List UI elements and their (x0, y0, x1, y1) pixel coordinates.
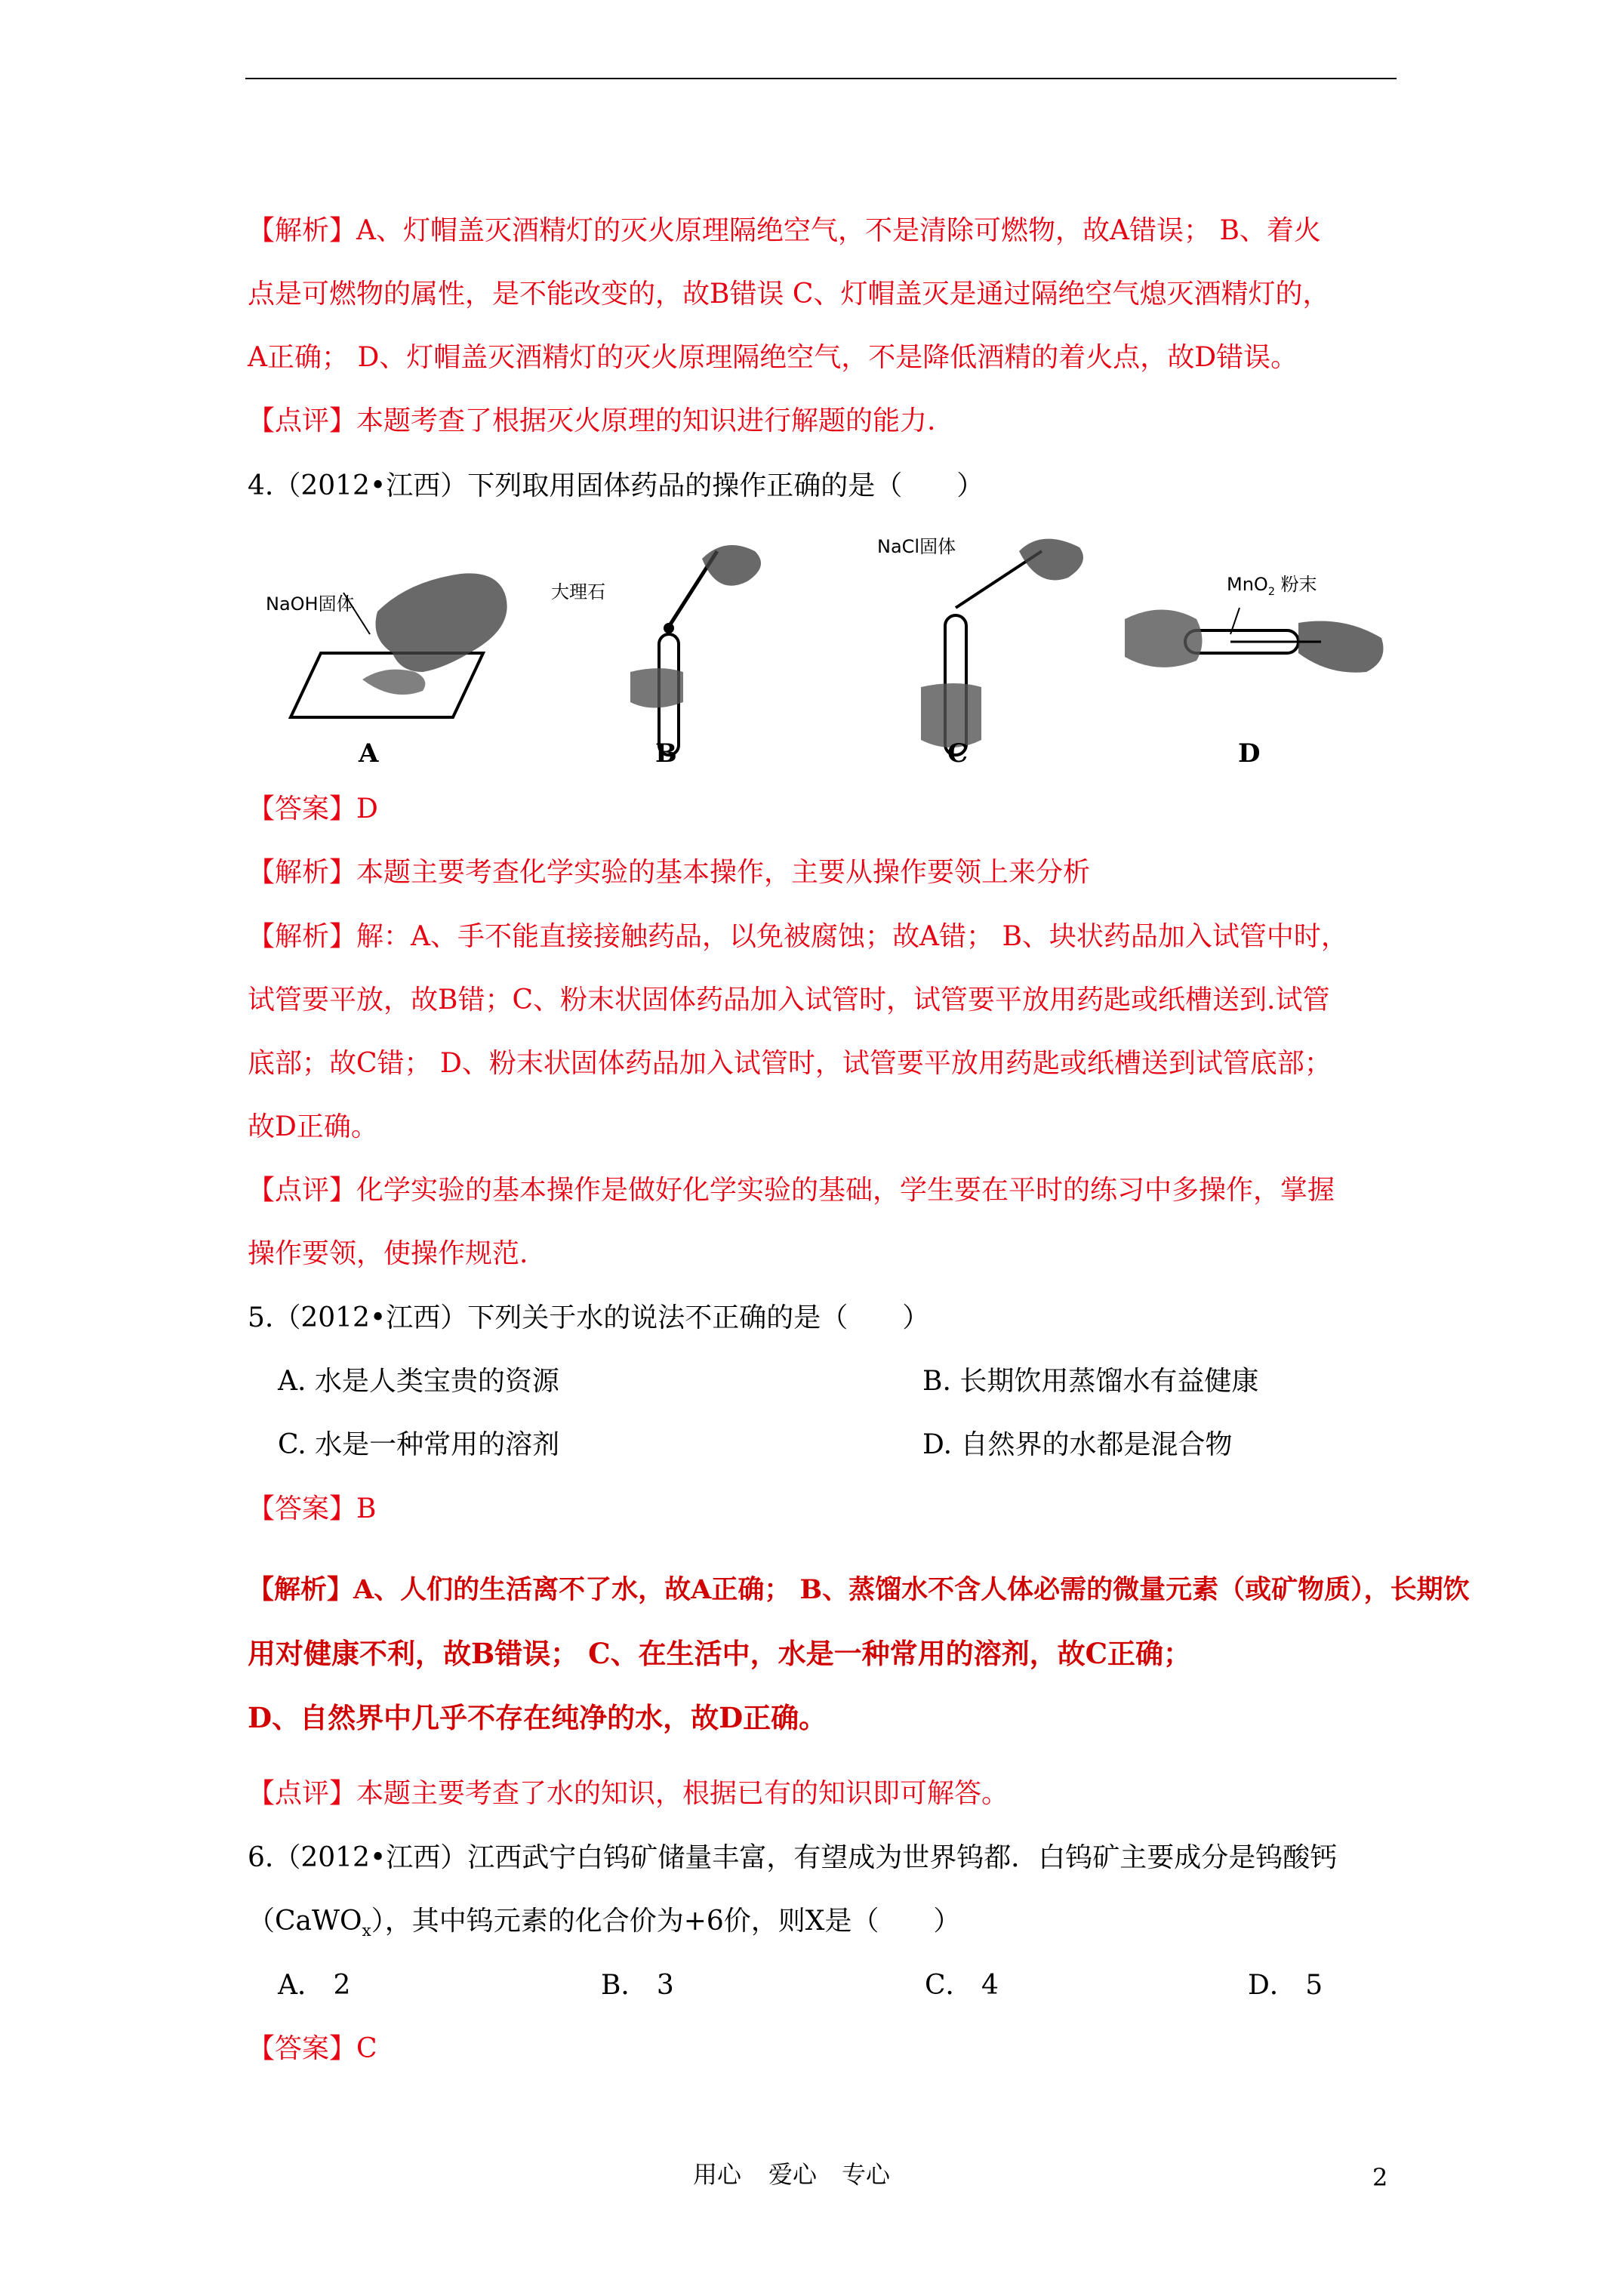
q4-answer: 【答案】D (248, 794, 378, 824)
q5-option-d: D. 自然界的水都是混合物 (922, 1429, 1233, 1460)
q5-option-c: C. 水是一种常用的溶剂 (278, 1429, 560, 1460)
q4-figure (249, 529, 1397, 778)
footer-motto-1: 用心 (693, 2160, 742, 2189)
figure-label-c: C (947, 738, 969, 769)
figure-b-drawing (630, 545, 761, 755)
figure-d-text: MnO$_2$ 粉末 (1227, 574, 1317, 598)
page-number: 2 (1372, 2163, 1388, 2192)
figure-d-drawing (1125, 608, 1384, 673)
footer-motto-3: 专心 (842, 2160, 891, 2189)
q6-option-b: B． 3 (601, 1970, 674, 2001)
q5-analysis-line3: D、自然界中几乎不存在纯净的水，故D正确。 (248, 1701, 827, 1734)
q5-option-b: B. 长期饮用蒸馏水有益健康 (922, 1366, 1259, 1397)
figure-c-drawing (921, 539, 1083, 755)
q4-stem: 4.（2012•江西）下列取用固体药品的操作正确的是（ ） (248, 470, 984, 501)
q3-explanation-line1: 【解析】A、灯帽盖灭酒精灯的灭火原理隔绝空气，不是清除可燃物，故A错误； B、着火 (248, 215, 1321, 246)
q5-comment: 【点评】本题主要考查了水的知识，根据已有的知识即可解答。 (248, 1778, 1009, 1809)
q4-analysis2-line2: 试管要平放，故B错；C、粉末状固体药品加入试管时，试管要平放用药匙或纸槽送到.试管 (248, 985, 1330, 1015)
figure-label-a: A (359, 738, 379, 769)
q4-analysis1: 【解析】本题主要考查化学实验的基本操作，主要从操作要领上来分析 (248, 857, 1091, 888)
q5-stem: 5.（2012•江西）下列关于水的说法不正确的是（ ） (248, 1302, 930, 1333)
q4-analysis2-line3: 底部；故C错； D、粉末状固体药品加入试管时，试管要平放用药匙或纸槽送到试管底部； (248, 1048, 1332, 1079)
q5-analysis-line1: 【解析】A、人们的生活离不了水，故A正确； B、蒸馏水不含人体必需的微量元素（或矿物质），长期饮 (248, 1574, 1470, 1605)
q5-option-a: A. 水是人类宝贵的资源 (278, 1366, 559, 1397)
q4-analysis2-line1: 【解析】解：A、手不能直接接触药品，以免被腐蚀；故A错； B、块状药品加入试管中时， (248, 921, 1348, 952)
figure-a-text: NaOH固体 (266, 593, 355, 615)
figure-c-text: NaCl固体 (877, 536, 956, 557)
figure-b-text: 大理石 (551, 581, 605, 603)
q6-option-c: C． 4 (925, 1970, 999, 2001)
q4-figure-drawing (249, 529, 1397, 778)
figure-label-b: B (655, 738, 677, 769)
figure-label-d: D (1238, 738, 1261, 769)
q5-analysis-line2: 用对健康不利，故B错误； C、在生活中，水是一种常用的溶剂，故C正确； (248, 1637, 1192, 1670)
q4-comment-line1: 【点评】化学实验的基本操作是做好化学实验的基础，学生要在平时的练习中多操作，掌握 (248, 1175, 1335, 1206)
q6-stem-line2: （CaWO$_x$），其中钨元素的化合价为+6价，则X是（ ） (248, 1906, 961, 1941)
q4-analysis2-line4: 故D正确。 (248, 1111, 378, 1142)
footer-motto-2: 爱心 (768, 2160, 818, 2189)
q5-answer: 【答案】B (248, 1493, 377, 1524)
q6-option-d: D． 5 (1248, 1970, 1323, 2001)
header-rule (245, 78, 1397, 79)
q3-comment: 【点评】本题考查了根据灭火原理的知识进行解题的能力. (248, 405, 936, 436)
q6-stem-line1: 6.（2012•江西）江西武宁白钨矿储量丰富，有望成为世界钨都．白钨矿主要成分是钨酸钙 (248, 1842, 1338, 1873)
q4-comment-line2: 操作要领，使操作规范. (248, 1238, 528, 1269)
q3-explanation-line2: 点是可燃物的属性，是不能改变的，故B错误 C、灯帽盖灭是通过隔绝空气熄灭酒精灯的， (248, 279, 1330, 310)
q6-answer: 【答案】C (248, 2033, 377, 2064)
q6-option-a: A． 2 (278, 1970, 351, 2001)
q3-explanation-line3: A正确； D、灯帽盖灭酒精灯的灭火原理隔绝空气，不是降低酒精的着火点，故D错误。 (248, 342, 1298, 373)
